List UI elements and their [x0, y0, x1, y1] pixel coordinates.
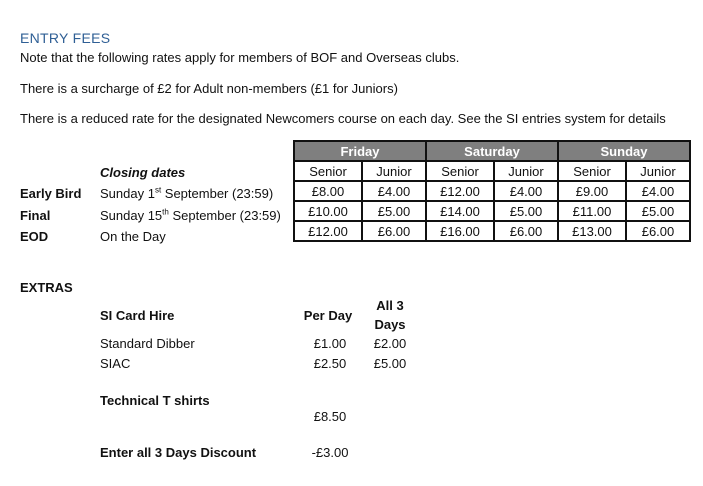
table-row-final: [294, 201, 690, 221]
fee-cell: £14.00: [426, 201, 494, 221]
subhead-sunday-senior: Senior: [558, 161, 626, 181]
fee-cell: £4.00: [362, 181, 426, 201]
fee-cell: £16.00: [426, 221, 494, 241]
note-members: Note that the following rates apply for members of BOF and Overseas clubs.: [20, 50, 460, 65]
fee-cell: £11.00: [558, 201, 626, 221]
fee-cell: £6.00: [362, 221, 426, 241]
row-label-eod: EOD: [20, 229, 49, 244]
discount-label: Enter all 3 Days Discount: [100, 445, 257, 460]
row-label-early-bird: Early Bird: [20, 186, 82, 201]
table-row-early-bird: [294, 181, 690, 201]
note-surcharge: There is a surcharge of £2 for Adult non-members (£1 for Juniors): [20, 81, 398, 96]
fee-cell: £9.00: [558, 181, 626, 201]
closing-dates-label: Closing dates: [100, 165, 186, 180]
fee-cell: £12.00: [294, 221, 362, 241]
fee-cell: £5.00: [362, 201, 426, 221]
day-header-row: [294, 141, 690, 161]
day-saturday: Saturday: [426, 141, 558, 161]
table-row-eod: [294, 221, 690, 241]
fee-cell: £10.00: [294, 201, 362, 221]
si-card-hire-label: SI Card Hire: [100, 308, 175, 323]
subhead-friday-junior: Junior: [362, 161, 426, 181]
day-friday: Friday: [294, 141, 426, 161]
row-date-early-bird: Sunday 1st September (23:59): [100, 185, 274, 201]
day-sunday: Sunday: [558, 141, 690, 161]
siac-per-day: £2.50: [313, 356, 347, 371]
fee-cell: £5.00: [494, 201, 558, 221]
standard-dibber-per-day: £1.00: [313, 336, 347, 351]
tshirts-label: Technical T shirts: [100, 393, 210, 408]
fee-cell: £4.00: [626, 181, 690, 201]
row-label-final: Final: [20, 208, 51, 223]
list-item-standard-dibber: Standard Dibber: [100, 336, 195, 351]
row-date-final: Sunday 15th September (23:59): [100, 207, 281, 223]
extras-title: EXTRAS: [20, 280, 73, 295]
per-day-header: Per Day: [303, 308, 353, 323]
subhead-friday-senior: Senior: [294, 161, 362, 181]
fee-cell: £8.00: [294, 181, 362, 201]
row-date-eod: On the Day: [100, 229, 166, 244]
subhead-saturday-senior: Senior: [426, 161, 494, 181]
subheader-row: [294, 161, 690, 181]
fee-cell: £13.00: [558, 221, 626, 241]
subhead-sunday-junior: Junior: [626, 161, 690, 181]
all3-header-line1: All 3: [376, 298, 404, 313]
fee-cell: £12.00: [426, 181, 494, 201]
siac-all3: £5.00: [373, 356, 407, 371]
all3-header-line2: Days: [374, 317, 406, 332]
fee-cell: £5.00: [626, 201, 690, 221]
fee-cell: £6.00: [626, 221, 690, 241]
tshirts-price: £8.50: [313, 409, 347, 424]
standard-dibber-all3: £2.00: [373, 336, 407, 351]
fee-cell: £4.00: [494, 181, 558, 201]
discount-value: -£3.00: [311, 445, 349, 460]
list-item-siac: SIAC: [100, 356, 131, 371]
fees-table: [293, 140, 691, 242]
page-heading: ENTRY FEES: [20, 30, 111, 46]
subhead-saturday-junior: Junior: [494, 161, 558, 181]
note-newcomers: There is a reduced rate for the designated Newcomers course on each day. See the SI entries system for details: [20, 111, 666, 126]
fee-cell: £6.00: [494, 221, 558, 241]
